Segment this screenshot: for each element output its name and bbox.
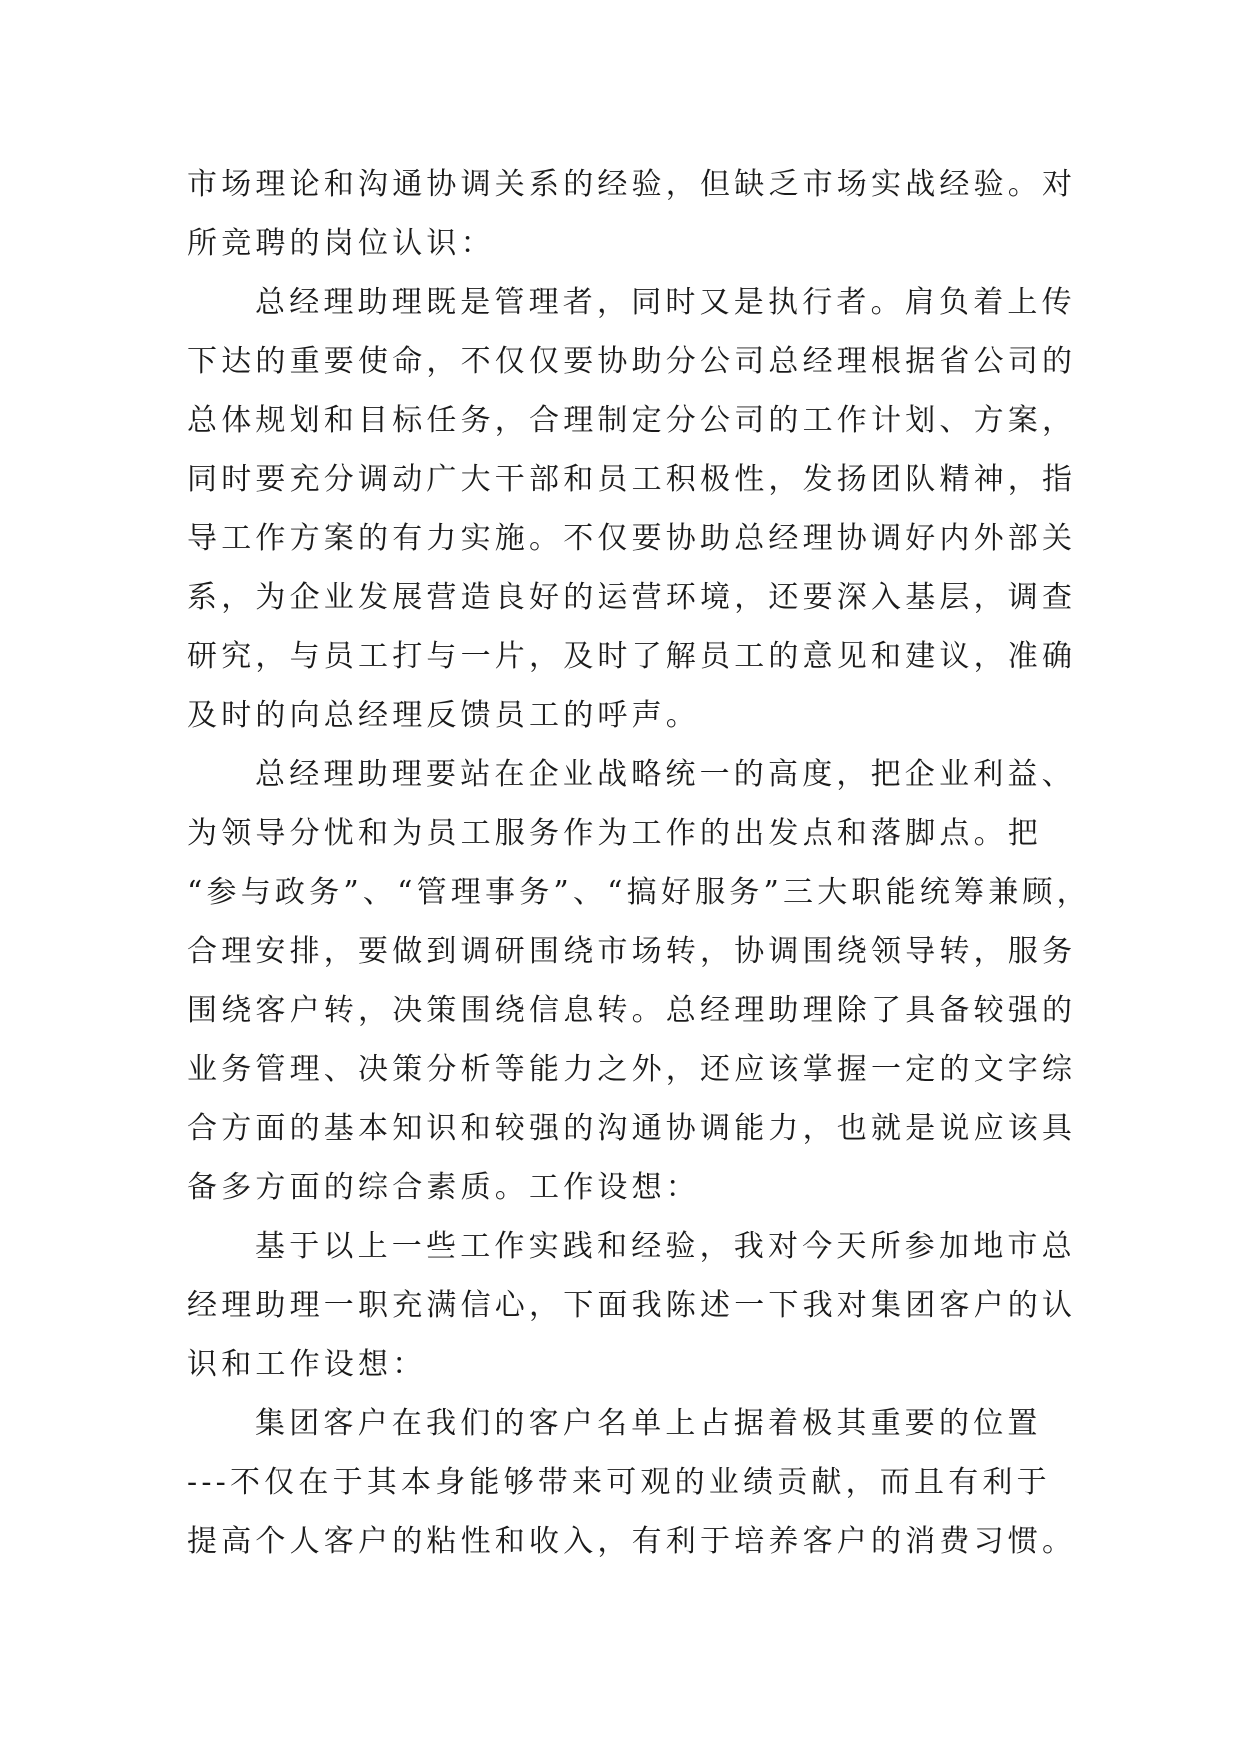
text-line: 下达的重要使命，不仅仅要协助分公司总经理根据省公司的 — [187, 344, 1077, 379]
text-line: 经理助理一职充满信心，下面我陈述一下我对集团客户的认 — [187, 1288, 1077, 1323]
text-line: ---不仅在于其本身能够带来可观的业绩贡献，而且有利于 — [187, 1465, 1051, 1500]
text-line: 为领导分忧和为员工服务作为工作的出发点和落脚点。把 — [187, 816, 1042, 851]
paragraph-first-line: 基于以上一些工作实践和经验，我对今天所参加地市总 — [255, 1229, 1076, 1264]
text-line: 识和工作设想： — [187, 1347, 427, 1382]
paragraph-first-line: 总经理助理要站在企业战略统一的高度，把企业利益、 — [255, 757, 1076, 792]
text-line: 合方面的基本知识和较强的沟通协调能力，也就是说应该具 — [187, 1111, 1077, 1146]
text-line: 及时的向总经理反馈员工的呼声。 — [187, 698, 700, 733]
text-line: 合理安排，要做到调研围绕市场转，协调围绕领导转，服务 — [187, 934, 1077, 969]
text-line: 总体规划和目标任务，合理制定分公司的工作计划、方案， — [187, 403, 1077, 438]
text-line: 提高个人客户的粘性和收入，有利于培养客户的消费习惯。 — [187, 1524, 1077, 1559]
text-line: 备多方面的综合素质。工作设想： — [187, 1170, 700, 1205]
text-line: “参与政务”、“管理事务”、“搞好服务”三大职能统筹兼顾， — [187, 875, 1091, 910]
text-line: 业务管理、决策分析等能力之外，还应该掌握一定的文字综 — [187, 1052, 1077, 1087]
text-line: 同时要充分调动广大干部和员工积极性，发扬团队精神，指 — [187, 462, 1077, 497]
text-line: 导工作方案的有力实施。不仅要协助总经理协调好内外部关 — [187, 521, 1077, 556]
text-line: 研究，与员工打与一片，及时了解员工的意见和建议，准确 — [187, 639, 1077, 674]
text-line: 所竞聘的岗位认识： — [187, 226, 495, 261]
paragraph-first-line: 集团客户在我们的客户名单上占据着极其重要的位置 — [255, 1406, 1042, 1441]
text-line: 系，为企业发展营造良好的运营环境，还要深入基层，调查 — [187, 580, 1077, 615]
paragraph-first-line: 总经理助理既是管理者，同时又是执行者。肩负着上传 — [255, 285, 1076, 320]
document-body — [187, 155, 1091, 1571]
text-line: 市场理论和沟通协调关系的经验，但缺乏市场实战经验。对 — [187, 167, 1077, 202]
text-line: 围绕客户转，决策围绕信息转。总经理助理除了具备较强的 — [187, 993, 1077, 1028]
